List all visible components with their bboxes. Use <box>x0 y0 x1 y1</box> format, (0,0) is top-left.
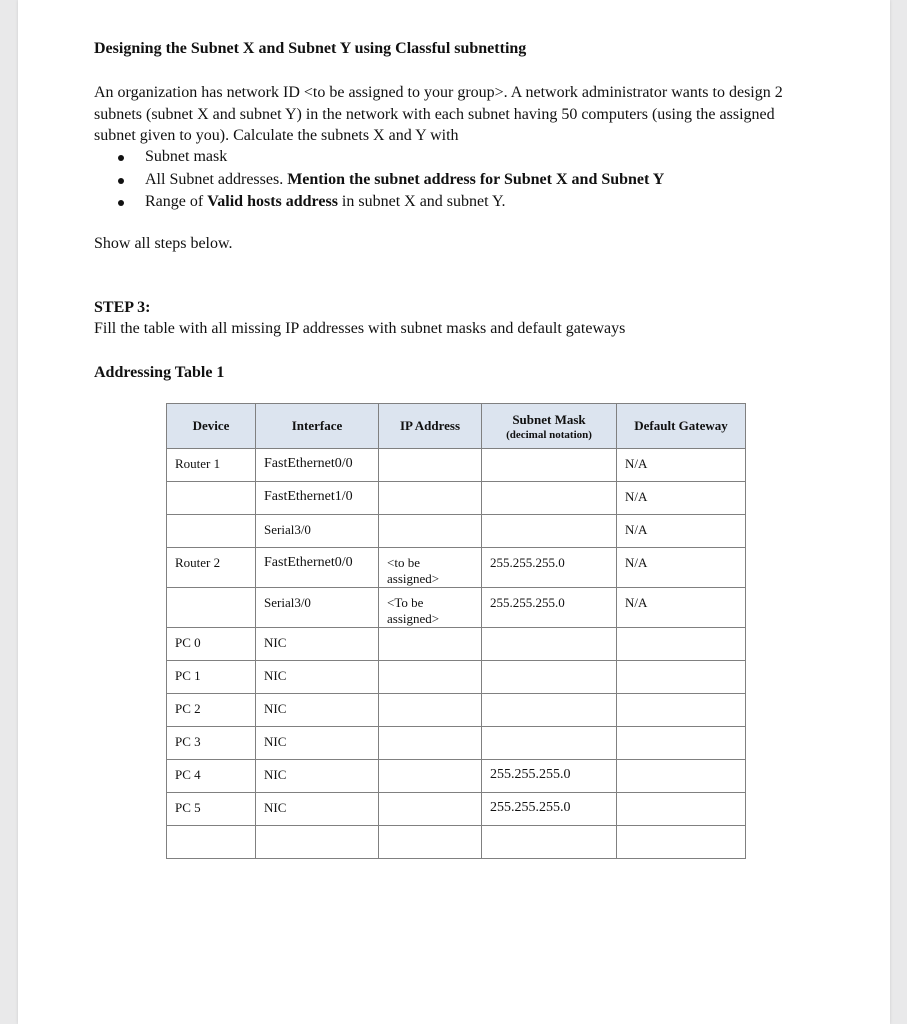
cell-default-gateway: N/A <box>617 588 746 628</box>
cell-ip-address[interactable]: <To be assigned> <box>379 588 482 628</box>
cell-default-gateway[interactable] <box>617 727 746 760</box>
cell-subnet-mask[interactable]: 255.255.255.0 <box>482 793 617 826</box>
cell-interface: FastEthernet1/0 <box>256 482 379 515</box>
intro-paragraph: An organization has network ID <to be assigned to your group>. A network administrator wants to design 2 subnets (subnet X and subnet Y) in the network with each subnet having 50 computers (using the assigned subnet given to you). Calculate the subnets X and Y with <box>94 84 783 144</box>
document-page <box>18 0 890 1024</box>
table-row <box>167 760 746 793</box>
bullet-text: in subnet X and subnet Y. <box>337 193 506 210</box>
header-default-gateway: Default Gateway <box>617 404 746 449</box>
table-row <box>167 793 746 826</box>
cell-interface: FastEthernet0/0 <box>256 548 379 588</box>
cell-default-gateway[interactable] <box>617 661 746 694</box>
step-title: STEP 3: <box>94 299 151 316</box>
cell-default-gateway[interactable] <box>617 694 746 727</box>
cell-ip-address[interactable] <box>379 727 482 760</box>
cell-device: PC 1 <box>167 661 256 694</box>
cell-device: Router 2 <box>167 548 256 588</box>
cell-interface: Serial3/0 <box>256 515 379 548</box>
cell-device: PC 2 <box>167 694 256 727</box>
cell-subnet-mask[interactable]: 255.255.255.0 <box>482 588 617 628</box>
cell-ip-address[interactable] <box>379 760 482 793</box>
cell-ip-address[interactable] <box>379 482 482 515</box>
table-row <box>167 482 746 515</box>
cell-device <box>167 515 256 548</box>
cell-device: PC 3 <box>167 727 256 760</box>
cell-device <box>167 826 256 859</box>
cell-interface: NIC <box>256 628 379 661</box>
cell-device: PC 4 <box>167 760 256 793</box>
table-row <box>167 548 746 588</box>
requirements-list <box>94 146 664 214</box>
cell-subnet-mask[interactable]: 255.255.255.0 <box>482 760 617 793</box>
bullet-icon <box>118 155 124 161</box>
bullet-bold-text: Mention the subnet address for Subnet X and Subnet Y <box>287 170 665 188</box>
addressing-table <box>166 403 746 859</box>
cell-subnet-mask[interactable] <box>482 628 617 661</box>
table-row <box>167 727 746 760</box>
cell-default-gateway: N/A <box>617 548 746 588</box>
cell-ip-address[interactable] <box>379 826 482 859</box>
cell-ip-address[interactable] <box>379 793 482 826</box>
cell-subnet-mask[interactable]: 255.255.255.0 <box>482 548 617 588</box>
table-row <box>167 826 746 859</box>
header-subnet-mask-note: (decimal notation) <box>506 428 592 441</box>
cell-default-gateway: N/A <box>617 482 746 515</box>
cell-device <box>167 482 256 515</box>
cell-default-gateway[interactable] <box>617 793 746 826</box>
bullet-icon <box>118 178 124 184</box>
bullet-text: Subnet mask <box>145 148 228 165</box>
table-title: Addressing Table 1 <box>94 364 225 381</box>
list-item <box>94 191 664 214</box>
cell-default-gateway: N/A <box>617 449 746 482</box>
cell-interface: NIC <box>256 793 379 826</box>
cell-subnet-mask[interactable] <box>482 727 617 760</box>
cell-subnet-mask[interactable] <box>482 482 617 515</box>
table-row <box>167 628 746 661</box>
cell-ip-address[interactable]: <to be assigned> <box>379 548 482 588</box>
cell-ip-address[interactable] <box>379 628 482 661</box>
cell-device <box>167 588 256 628</box>
show-steps-text: Show all steps below. <box>94 235 233 252</box>
step-instructions: Fill the table with all missing IP addresses with subnet masks and default gateways <box>94 320 626 337</box>
cell-interface: NIC <box>256 694 379 727</box>
table-row <box>167 694 746 727</box>
header-ip-address: IP Address <box>379 404 482 449</box>
cell-subnet-mask[interactable] <box>482 826 617 859</box>
header-subnet-mask <box>482 404 617 449</box>
table-row <box>167 515 746 548</box>
cell-ip-address[interactable] <box>379 515 482 548</box>
cell-interface: NIC <box>256 760 379 793</box>
header-subnet-mask-label: Subnet Mask <box>512 411 586 427</box>
bullet-text: Range of <box>145 193 208 210</box>
bullet-bold-text: Valid hosts address <box>207 193 338 210</box>
bullet-icon <box>118 200 124 206</box>
document-heading: Designing the Subnet X and Subnet Y using Classful subnetting <box>94 40 527 57</box>
cell-subnet-mask[interactable] <box>482 449 617 482</box>
cell-subnet-mask[interactable] <box>482 515 617 548</box>
table-header-row <box>167 404 746 449</box>
table-row <box>167 449 746 482</box>
cell-default-gateway[interactable] <box>617 826 746 859</box>
cell-device: PC 0 <box>167 628 256 661</box>
cell-subnet-mask[interactable] <box>482 661 617 694</box>
cell-default-gateway: N/A <box>617 515 746 548</box>
list-item <box>94 169 664 192</box>
cell-ip-address[interactable] <box>379 661 482 694</box>
table-row <box>167 588 746 628</box>
header-interface: Interface <box>256 404 379 449</box>
cell-device: Router 1 <box>167 449 256 482</box>
list-item <box>94 146 664 169</box>
table-row <box>167 661 746 694</box>
cell-interface: Serial3/0 <box>256 588 379 628</box>
cell-ip-address[interactable] <box>379 449 482 482</box>
cell-ip-address[interactable] <box>379 694 482 727</box>
cell-interface <box>256 826 379 859</box>
cell-device: PC 5 <box>167 793 256 826</box>
header-device: Device <box>167 404 256 449</box>
cell-default-gateway[interactable] <box>617 628 746 661</box>
cell-interface: NIC <box>256 727 379 760</box>
bullet-text: All Subnet addresses. <box>145 170 288 188</box>
cell-interface: FastEthernet0/0 <box>256 449 379 482</box>
cell-interface: NIC <box>256 661 379 694</box>
cell-subnet-mask[interactable] <box>482 694 617 727</box>
cell-default-gateway[interactable] <box>617 760 746 793</box>
